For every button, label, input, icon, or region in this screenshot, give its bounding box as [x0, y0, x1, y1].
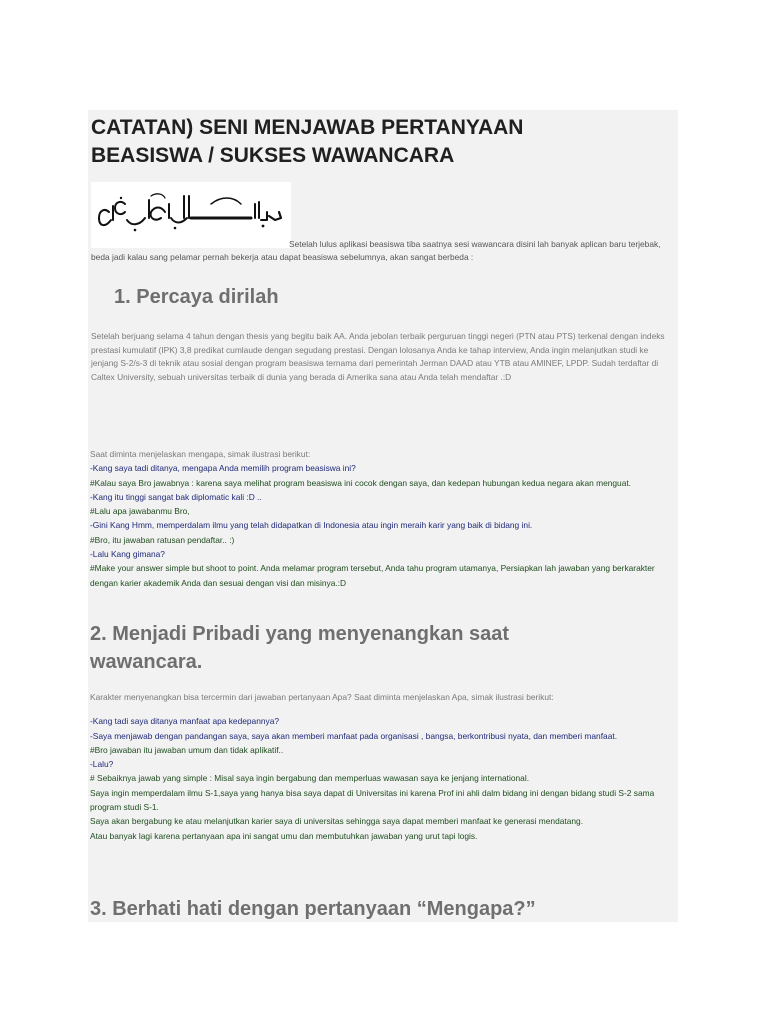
dialogue-line: #Bro, itu jawaban ratusan pendaftar.. :)	[90, 534, 235, 545]
document-page	[88, 110, 678, 922]
dialogue-line: #Make your answer simple but shoot to point. Anda melamar program tersebut, Anda tahu program utamanya, Persiapkan lah jawaban yang berkarakter dengan karier akademik Anda dan sesuai dengan visi dan misinya.:D	[90, 563, 655, 588]
dialogue-line: -Lalu?	[90, 759, 114, 770]
dialogue-line: -Kang tadi saya ditanya manfaat apa kedepannya?	[90, 716, 280, 727]
dialogue-line: -Kang saya tadi ditanya, mengapa Anda memilih program beasiswa ini?	[90, 463, 356, 474]
dialogue-line: -Lalu Kang gimana?	[90, 549, 165, 560]
dialogue-line: Saat diminta menjelaskan mengapa, simak ilustrasi berikut:	[90, 449, 311, 459]
intro-paragraph	[91, 238, 677, 264]
dialogue-line: Saya ingin memperdalam ilmu S-1,saya yang hanya bisa saya dapat di Universitas ini karena Prof ini ahli dalm bidang ini dengan bidang studi S-2 sama program studi S-1.	[90, 787, 655, 813]
dialogue-line: Karakter menyenangkan bisa tercermin dari jawaban pertanyaan Apa? Saat diminta menjelaskan Apa, simak ilustrasi berikut:	[90, 692, 554, 702]
dialogue-line: # Sebaiknya jawab yang simple : Misal saya ingin bergabung dan memperluas wawasan saya ke jenjang international.	[90, 773, 530, 784]
dialogue-line: Saya akan bergabung ke atau melanjutkan karier saya di universitas sehingga saya dapat memberi manfaat ke generasi mendatang.	[90, 816, 584, 827]
dialogue-line: #Bro jawaban itu jawaban umum dan tidak aplikatif..	[90, 744, 284, 755]
section-3-heading: 3. Berhati hati dengan pertanyaan “Mengapa?”	[90, 898, 536, 920]
intro-text: Setelah lulus aplikasi beasiswa tiba saatnya sesi wawancara disini lah banyak aplican baru terjebak, beda jadi kalau sang pelamar pernah bekerja atau dapat beasiswa sebelumnya, akan sangat berbeda :	[91, 239, 661, 262]
dialogue-line: -Gini Kang Hmm, memperdalam ilmu yang telah didapatkan di Indonesia atau ingin meraih karir yang baik di bidang ini.	[90, 520, 533, 531]
section-1-dialogue	[90, 447, 678, 590]
document-title	[91, 114, 676, 170]
section-2-heading: 2. Menjadi Pribadi yang menyenangkan saat wawancara.	[90, 623, 510, 673]
section-1-paragraph: Setelah berjuang selama 4 tahun dengan thesis yang begitu baik AA. Anda jebolan terbaik perguruan tinggi negeri (PTN atau PTS) terkenal dengan indeks prestasi kumulatif (IPK) 3,8 predikat cumlaude dengan segudang prestasi. Dengan lolosanya Anda ke tahap interview, Anda ingin melanjutkan studi ke jenjang S-2/s-3 di teknik atau sosial dengan program beasiswa ternama dari pemerintah Jerman DAAD atau YTB atau AMINEF, LPDP. Sudah terdaftar di Caltex University, sebuah universitas terbaik di dunia yang berada di Amerika sana atau Anda telah mendaftar .:D	[91, 331, 665, 382]
section-1-heading: 1. Percaya dirilah	[114, 286, 279, 308]
dialogue-line: Atau banyak lagi karena pertanyaan apa ini sangat umu dan membutuhkan jawaban yang urut tapi logis.	[90, 830, 478, 841]
title-line-1: CATATAN) SENI MENJAWAB PERTANYAAN	[91, 116, 524, 139]
section-2-dialogue	[90, 690, 678, 843]
dialogue-line: #Kalau saya Bro jawabnya : karena saya melihat program beasiswa ini cocok dengan saya, dan kedepan hubungan kedua negara akan menguat.	[90, 477, 632, 488]
dialogue-line: -Saya menjawab dengan pandangan saya, saya akan memberi manfaat pada organisasi , bangsa, berkontribusi nyata, dan memberi manfaat.	[90, 730, 618, 741]
title-line-2: BEASISWA / SUKSES WAWANCARA	[91, 144, 455, 167]
dialogue-line: -Kang itu tinggi sangat bak diplomatic kali :D ..	[90, 491, 262, 502]
dialogue-line: #Lalu apa jawabanmu Bro,	[90, 506, 190, 517]
